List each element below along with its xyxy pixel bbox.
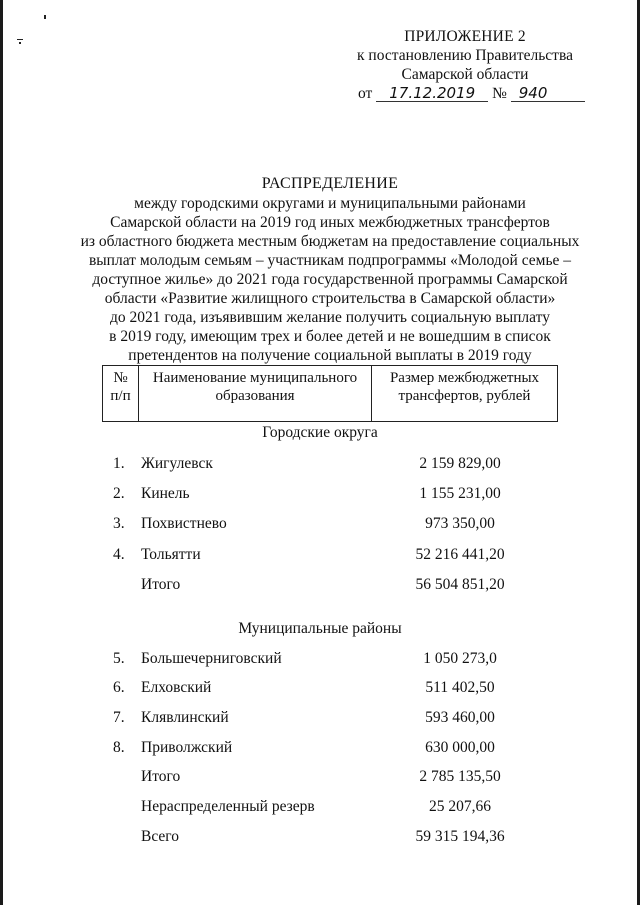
table-row-subtotal	[0, 768, 640, 788]
heading-line: Самарской области на 2019 год иных межбюджетных трансфертов	[110, 214, 550, 231]
row-name: Приволжский	[141, 739, 233, 756]
row-number: 7.	[113, 709, 125, 726]
row-amount: 25 207,66	[429, 798, 491, 815]
table-row	[0, 739, 640, 759]
row-amount: 2 159 829,00	[419, 455, 501, 472]
heading-line: в 2019 году, имеющим трех и более детей и не вошедшим в список	[109, 328, 551, 345]
table-row	[0, 455, 640, 475]
scan-speck	[44, 15, 46, 19]
table-row-total	[0, 828, 640, 848]
document-title: РАСПРЕДЕЛЕНИЕ	[261, 175, 399, 192]
row-number: 3.	[113, 515, 125, 532]
table-row	[0, 679, 640, 699]
date-prefix: от	[358, 85, 373, 102]
row-amount: 1 050 273,0	[423, 650, 497, 667]
heading-line: доступное жилье» до 2021 года государственной программы Самарской	[92, 271, 568, 288]
header-amount	[372, 366, 557, 421]
appendix-line-1: к постановлению Правительства	[357, 47, 573, 64]
row-name: Нераспределенный резерв	[141, 798, 315, 815]
header-number	[103, 366, 139, 421]
table-row	[0, 650, 640, 670]
row-amount: 973 350,00	[425, 515, 495, 532]
header-amount-line-1: Размер межбюджетных	[389, 370, 540, 386]
row-name: Елховский	[141, 679, 212, 696]
row-number: 8.	[113, 739, 125, 756]
heading-line: области «Развитие жилищного строительства в Самарской области»	[104, 290, 556, 307]
header-name	[139, 366, 372, 421]
row-amount: 2 785 135,50	[419, 768, 501, 785]
section-title-city-districts: Городские округа	[262, 424, 378, 441]
scan-speck	[19, 42, 21, 44]
table-row	[0, 709, 640, 729]
row-name: Жигулевск	[141, 455, 213, 472]
row-name: Итого	[141, 768, 181, 785]
row-name: Тольятти	[141, 546, 201, 563]
table-header	[102, 365, 558, 422]
appendix-date-line	[340, 84, 590, 103]
appendix-block	[340, 27, 590, 103]
document-heading	[70, 174, 590, 365]
handwritten-number: 940	[511, 85, 585, 102]
row-amount: 52 216 441,20	[415, 546, 505, 563]
header-name-line-1: Наименование муниципального	[152, 370, 358, 386]
row-amount: 56 504 851,20	[415, 576, 505, 593]
header-number-line-1: №	[113, 370, 128, 386]
table-row	[0, 546, 640, 566]
row-amount: 593 460,00	[425, 709, 495, 726]
table-row	[0, 485, 640, 505]
row-name: Итого	[141, 576, 181, 593]
table-row-subtotal	[0, 576, 640, 596]
heading-line: выплат молодым семьям – участникам подпрограммы «Молодой семье –	[88, 252, 572, 269]
header-amount-line-2: трансфертов, рублей	[398, 388, 531, 404]
handwritten-date: 17.12.2019	[376, 85, 488, 102]
row-name: Всего	[141, 828, 180, 845]
row-number: 5.	[113, 650, 125, 667]
appendix-title: ПРИЛОЖЕНИЕ 2	[404, 28, 526, 45]
row-number: 6.	[113, 679, 125, 696]
heading-line: претендентов на получение социальной выплаты в 2019 году	[128, 347, 532, 364]
table-row-reserve	[0, 798, 640, 818]
row-amount: 630 000,00	[425, 739, 495, 756]
table-row	[0, 515, 640, 535]
row-number: 4.	[113, 546, 125, 563]
row-name: Кинель	[141, 485, 190, 502]
row-amount: 59 315 194,36	[415, 828, 505, 845]
number-sign: №	[492, 85, 507, 102]
row-name: Похвистнево	[141, 515, 227, 532]
header-name-line-2: образования	[215, 388, 295, 404]
row-name: Клявлинский	[141, 709, 229, 726]
row-number: 1.	[113, 455, 125, 472]
row-amount: 1 155 231,00	[419, 485, 501, 502]
row-number: 2.	[113, 485, 125, 502]
header-number-line-2: п/п	[110, 388, 131, 404]
section-title-municipal-districts: Муниципальные районы	[238, 620, 402, 637]
row-amount: 511 402,50	[425, 679, 495, 696]
heading-line: из областного бюджета местным бюджетам на предоставление социальных	[80, 233, 580, 250]
appendix-line-2: Самарской области	[401, 66, 529, 83]
scan-speck	[17, 39, 23, 40]
heading-line: между городскими округами и муниципальными районами	[134, 195, 526, 212]
row-name: Большечерниговский	[141, 650, 282, 667]
heading-line: до 2021 года, изъявившим желание получить социальную выплату	[110, 309, 550, 326]
